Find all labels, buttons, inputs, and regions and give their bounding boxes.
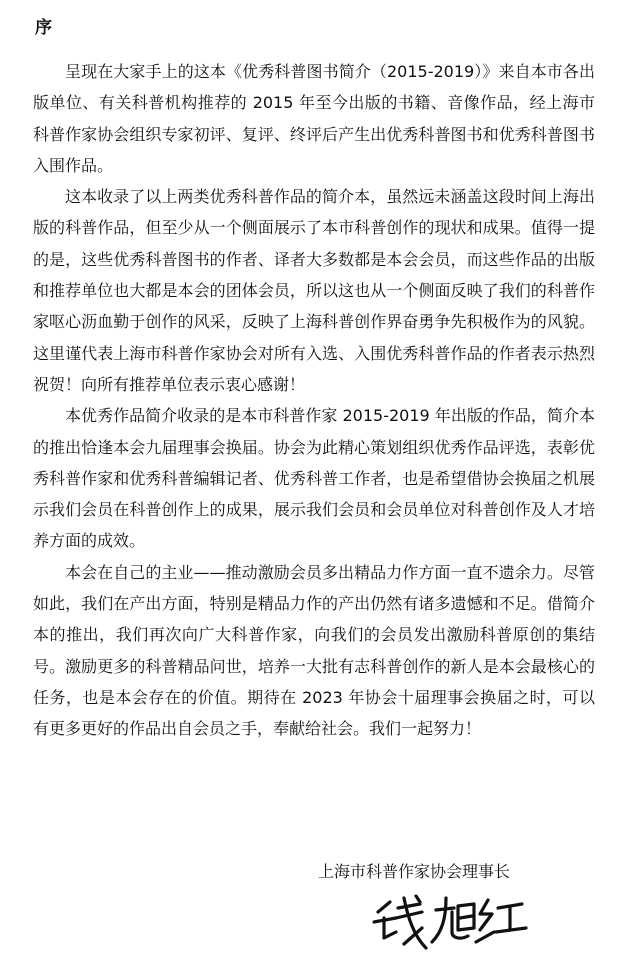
- signer-title: 上海市科普作家协会理事长: [318, 862, 511, 881]
- handwritten-signature: [370, 888, 530, 954]
- document-title: 序: [35, 18, 52, 38]
- paragraph-4: 本会在自己的主业——推动激励会员多出精品力作方面一直不遗余力。尽管如此，我们在产出方面，特别是精品力作的产出仍然有诸多遗憾和不足。借简介本的推出，我们再次向广大科普作家，向我们的会员发出激励科普原创的集结号。激励更多的科普精品问世，培养一大批有志科普创作的新人是本会最核心的任务，也是本会存在的价值。期待在 2023 年协会十届理事会换届之时，可以有更多更好的作品出自会员之手，奉献给社会。我们一起努力！: [33, 562, 595, 739]
- paragraph-1: 呈现在大家手上的这本《优秀科普图书简介（2015-2019）》来自本市各出版单位、有关科普机构推荐的 2015 年至今出版的书籍、音像作品，经上海市科普作家协会组织专家初评、复评、终评后产生出优秀科普图书和优秀科普图书入围作品。: [33, 62, 595, 175]
- paragraph-3: 本优秀作品简介收录的是本市科普作家 2015-2019 年出版的作品，简介本的推出恰逢本会九届理事会换届。协会为此精心策划组织优秀作品评选，表彰优秀科普作家和优秀科普编辑记者、优秀科普工作者，也是希望借协会换届之机展示我们会员在科普创作上的成果，展示我们会员和会员单位对科普创作及人才培养方面的成效。: [33, 406, 595, 551]
- paragraph-2: 这本收录了以上两类优秀科普作品的简介本，虽然远未涵盖这段时间上海出版的科普作品，但至少从一个侧面展示了本市科普创作的现状和成果。值得一提的是，这些优秀科普图书的作者、译者大多数都是本会会员，而这些作品的出版和推荐单位也大都是本会的团体会员，所以这也从一个侧面反映了我们的科普作家呕心沥血勤于创作的风采，反映了上海科普创作界奋勇争先积极作为的风貌。这里谨代表上海市科普作家协会对所有入选、入围优秀科普作品的作者表示热烈祝贺！向所有推荐单位表示衷心感谢！: [33, 187, 595, 394]
- document-body: [33, 56, 595, 745]
